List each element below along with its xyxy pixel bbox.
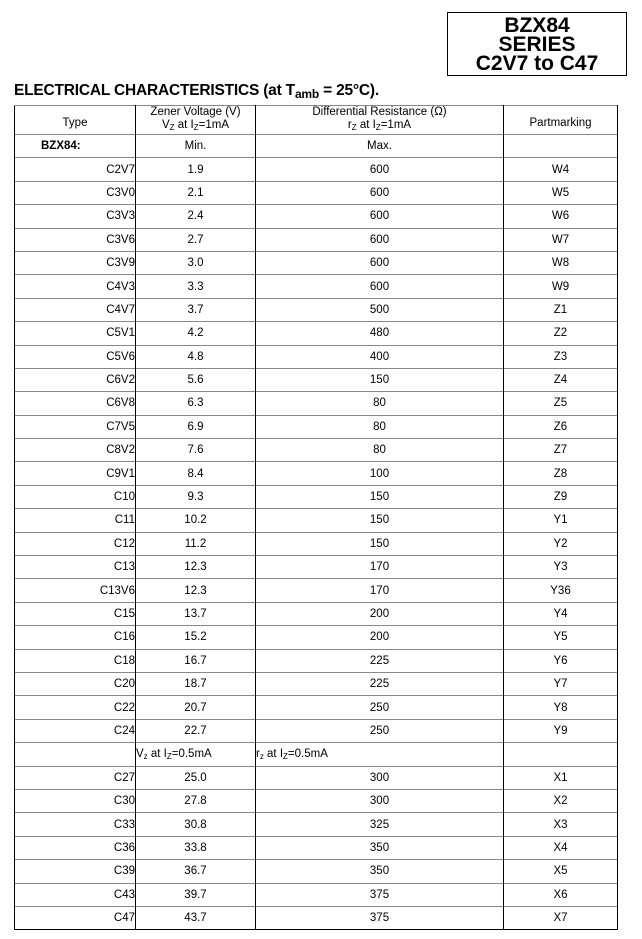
midheader-blank [15,743,136,766]
heading-prefix: ELECTRICAL CHARACTERISTICS (at T [14,82,295,99]
cell-zener-voltage: 15.2 [136,626,256,649]
cell-type: C27 [15,766,136,789]
table-row [15,439,618,462]
cell-zener-voltage: 3.7 [136,298,256,321]
midheader-zener-condition: Vz at IZ=0.5mA [136,743,256,766]
series-title-box [447,12,627,76]
table-row [15,462,618,485]
section-heading [14,82,379,101]
table-row [15,345,618,368]
cell-type: C11 [15,509,136,532]
table-row [15,602,618,625]
cell-partmarking: X6 [504,883,618,906]
cell-type: C5V6 [15,345,136,368]
table-row [15,251,618,274]
cell-differential-resistance: 350 [256,860,504,883]
cell-partmarking: X2 [504,789,618,812]
table-row [15,579,618,602]
cell-partmarking: X4 [504,836,618,859]
cell-zener-voltage: 1.9 [136,158,256,181]
cell-type: C6V8 [15,392,136,415]
cell-type: C4V7 [15,298,136,321]
cell-differential-resistance: 150 [256,532,504,555]
cell-type: C13 [15,556,136,579]
cell-differential-resistance: 80 [256,439,504,462]
table-row [15,556,618,579]
cell-differential-resistance: 400 [256,345,504,368]
cell-differential-resistance: 170 [256,579,504,602]
cell-type: C43 [15,883,136,906]
cell-type: C8V2 [15,439,136,462]
cell-differential-resistance: 300 [256,789,504,812]
table-row [15,322,618,345]
cell-differential-resistance: 225 [256,649,504,672]
cell-partmarking: W6 [504,205,618,228]
cell-type: C5V1 [15,322,136,345]
cell-zener-voltage: 25.0 [136,766,256,789]
cell-differential-resistance: 300 [256,766,504,789]
cell-type: C3V3 [15,205,136,228]
cell-differential-resistance: 600 [256,275,504,298]
table-row [15,719,618,742]
cell-differential-resistance: 500 [256,298,504,321]
cell-type: C16 [15,626,136,649]
cell-type: C18 [15,649,136,672]
cell-type: C36 [15,836,136,859]
table-midheader-row [15,743,618,766]
cell-differential-resistance: 600 [256,205,504,228]
cell-zener-voltage: 33.8 [136,836,256,859]
cell-partmarking: W5 [504,181,618,204]
cell-partmarking: W9 [504,275,618,298]
header-zener-line2: VZ at IZ=1mA [161,119,229,132]
table-row [15,696,618,719]
cell-type: C15 [15,602,136,625]
cell-partmarking: Z8 [504,462,618,485]
cell-differential-resistance: 480 [256,322,504,345]
cell-type: C30 [15,789,136,812]
cell-differential-resistance: 250 [256,696,504,719]
cell-differential-resistance: 600 [256,251,504,274]
heading-subscript: amb [294,87,320,101]
table-row [15,415,618,438]
cell-partmarking: Z4 [504,368,618,391]
cell-zener-voltage: 36.7 [136,860,256,883]
table-row [15,368,618,391]
cell-zener-voltage: 2.7 [136,228,256,251]
cell-zener-voltage: 3.3 [136,275,256,298]
cell-zener-voltage: 6.3 [136,392,256,415]
table-row [15,205,618,228]
table-row [15,789,618,812]
cell-differential-resistance: 375 [256,883,504,906]
cell-differential-resistance: 600 [256,228,504,251]
cell-zener-voltage: 4.8 [136,345,256,368]
cell-zener-voltage: 12.3 [136,579,256,602]
table-row [15,649,618,672]
midheader-blank-2 [504,743,618,766]
table-row [15,860,618,883]
cell-partmarking: Y8 [504,696,618,719]
cell-zener-voltage: 27.8 [136,789,256,812]
cell-partmarking: Z7 [504,439,618,462]
table-row [15,532,618,555]
cell-differential-resistance: 100 [256,462,504,485]
subheader-type: BZX84: [15,135,136,158]
cell-partmarking: Z5 [504,392,618,415]
cell-zener-voltage: 20.7 [136,696,256,719]
table-row [15,275,618,298]
cell-type: C10 [15,485,136,508]
table-row [15,626,618,649]
cell-differential-resistance: 170 [256,556,504,579]
table-row [15,485,618,508]
cell-partmarking: Z6 [504,415,618,438]
cell-type: C20 [15,672,136,695]
cell-partmarking: Y36 [504,579,618,602]
header-zener-line1: Zener Voltage (V) [150,106,241,118]
cell-differential-resistance: 350 [256,836,504,859]
cell-partmarking: X3 [504,813,618,836]
cell-differential-resistance: 600 [256,158,504,181]
cell-zener-voltage: 39.7 [136,883,256,906]
heading-suffix: = 25°C). [319,82,379,99]
cell-partmarking: Y5 [504,626,618,649]
cell-type: C6V2 [15,368,136,391]
header-diff-line1: Differential Resistance (Ω) [312,106,447,118]
cell-type: C47 [15,906,136,929]
cell-differential-resistance: 150 [256,509,504,532]
cell-zener-voltage: 13.7 [136,602,256,625]
cell-type: C24 [15,719,136,742]
cell-zener-voltage: 18.7 [136,672,256,695]
title-line-1: BZX84 [504,13,570,37]
cell-differential-resistance: 80 [256,392,504,415]
cell-type: C3V0 [15,181,136,204]
cell-zener-voltage: 3.0 [136,251,256,274]
cell-partmarking: W7 [504,228,618,251]
header-partmarking: Partmarking [504,106,618,135]
cell-differential-resistance: 600 [256,181,504,204]
cell-zener-voltage: 10.2 [136,509,256,532]
table-row [15,672,618,695]
cell-differential-resistance: 250 [256,719,504,742]
table-header-row [15,106,618,135]
cell-differential-resistance: 200 [256,602,504,625]
table-row [15,158,618,181]
cell-type: C7V5 [15,415,136,438]
table-row [15,509,618,532]
cell-zener-voltage: 5.6 [136,368,256,391]
cell-partmarking: W4 [504,158,618,181]
table-row [15,906,618,929]
midheader-diff-condition: rz at IZ=0.5mA [256,743,504,766]
title-line-3: C2V7 to C47 [475,51,599,75]
cell-partmarking: X5 [504,860,618,883]
table-row [15,766,618,789]
cell-partmarking: X1 [504,766,618,789]
cell-partmarking: Y6 [504,649,618,672]
table-row [15,883,618,906]
table-row [15,392,618,415]
cell-type: C39 [15,860,136,883]
cell-zener-voltage: 12.3 [136,556,256,579]
cell-zener-voltage: 30.8 [136,813,256,836]
cell-differential-resistance: 80 [256,415,504,438]
header-diff-line2: rZ at IZ=1mA [347,119,412,132]
cell-partmarking: Z2 [504,322,618,345]
cell-partmarking: Y4 [504,602,618,625]
cell-zener-voltage: 16.7 [136,649,256,672]
cell-differential-resistance: 200 [256,626,504,649]
cell-zener-voltage: 4.2 [136,322,256,345]
cell-zener-voltage: 7.6 [136,439,256,462]
cell-partmarking: Y1 [504,509,618,532]
cell-partmarking: Z9 [504,485,618,508]
table-row [15,181,618,204]
cell-differential-resistance: 150 [256,368,504,391]
electrical-characteristics-table [14,105,618,930]
cell-type: C3V9 [15,251,136,274]
cell-partmarking: Y2 [504,532,618,555]
cell-differential-resistance: 325 [256,813,504,836]
cell-zener-voltage: 2.1 [136,181,256,204]
cell-type: C9V1 [15,462,136,485]
cell-partmarking: Y3 [504,556,618,579]
title-line-2: SERIES [498,32,576,56]
cell-zener-voltage: 22.7 [136,719,256,742]
header-differential-resistance [256,106,504,135]
cell-differential-resistance: 225 [256,672,504,695]
cell-type: C13V6 [15,579,136,602]
cell-partmarking: X7 [504,906,618,929]
cell-zener-voltage: 6.9 [136,415,256,438]
cell-zener-voltage: 9.3 [136,485,256,508]
subheader-max: Max. [256,135,504,158]
cell-differential-resistance: 150 [256,485,504,508]
cell-type: C33 [15,813,136,836]
cell-type: C3V6 [15,228,136,251]
subheader-blank [504,135,618,158]
table-row [15,836,618,859]
table-row [15,298,618,321]
cell-zener-voltage: 43.7 [136,906,256,929]
table-subheader-row [15,135,618,158]
cell-partmarking: W8 [504,251,618,274]
cell-partmarking: Z3 [504,345,618,368]
header-type: Type [15,106,136,135]
table-row [15,813,618,836]
cell-partmarking: Z1 [504,298,618,321]
cell-type: C22 [15,696,136,719]
cell-type: C4V3 [15,275,136,298]
cell-partmarking: Y9 [504,719,618,742]
cell-type: C2V7 [15,158,136,181]
cell-zener-voltage: 8.4 [136,462,256,485]
header-zener-voltage [136,106,256,135]
cell-zener-voltage: 2.4 [136,205,256,228]
cell-type: C12 [15,532,136,555]
cell-differential-resistance: 375 [256,906,504,929]
cell-partmarking: Y7 [504,672,618,695]
subheader-min: Min. [136,135,256,158]
cell-zener-voltage: 11.2 [136,532,256,555]
table-row [15,228,618,251]
